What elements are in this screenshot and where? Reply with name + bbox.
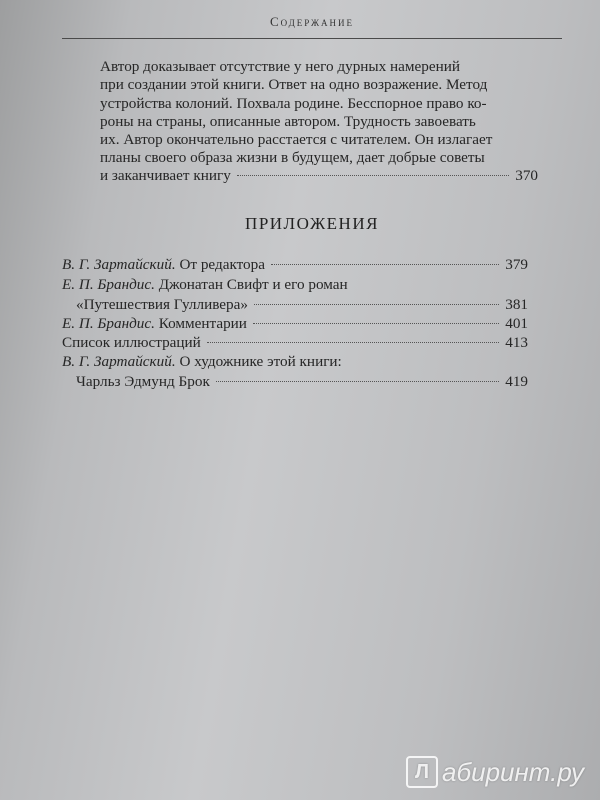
- toc-entry[interactable]: [62, 276, 528, 315]
- toc-title-cont: «Путешествия Гулливера»: [76, 295, 248, 313]
- toc-title: Комментарии: [158, 315, 247, 332]
- toc-title: Джонатан Свифт и его роман: [158, 276, 348, 293]
- summary-line: планы своего образа жизни в будущем, дает добрые советы: [100, 149, 485, 167]
- summary-last-line: [100, 167, 538, 185]
- summary-line: при создании этой книги. Ответ на одно возражение. Метод: [100, 76, 488, 94]
- watermark-text: абиринт.ру: [442, 756, 584, 787]
- toc-title: О художнике этой книги:: [179, 353, 342, 370]
- page-number: 379: [505, 256, 528, 273]
- toc-entry[interactable]: [62, 353, 528, 392]
- dot-leader: [254, 304, 499, 305]
- summary-line: их. Автор окончательно расстается с читателем. Он излагает: [100, 131, 493, 149]
- page-number: 401: [505, 315, 528, 332]
- chapter-summary: [100, 58, 520, 168]
- summary-last-text: и заканчивает книгу: [100, 167, 231, 184]
- dot-leader: [207, 342, 499, 343]
- page-number: 381: [505, 295, 528, 313]
- toc-title: Список иллюстраций: [62, 334, 201, 351]
- toc-author: Е. П. Брандис.: [62, 315, 155, 332]
- toc-entry[interactable]: [62, 315, 528, 335]
- dot-leader: [253, 323, 499, 324]
- summary-line: роны на страны, описанные автором. Трудность завоевать: [100, 112, 476, 130]
- summary-line: устройства колоний. Похвала родине. Бесспорное право ко-: [100, 94, 487, 112]
- labirint-watermark: [406, 756, 584, 788]
- dot-leader: [216, 381, 499, 382]
- toc-author: В. Г. Зартайский.: [62, 353, 176, 370]
- toc-title: От редактора: [179, 256, 265, 273]
- toc-entry[interactable]: [62, 256, 528, 276]
- running-header: Содержание: [269, 14, 355, 29]
- page-number: 419: [505, 372, 528, 390]
- appendices-heading: ПРИЛОЖЕНИЯ: [245, 214, 379, 233]
- header-rule: [62, 38, 562, 39]
- dot-leader: [237, 175, 509, 176]
- toc-title-cont: Чарльз Эдмунд Брок: [76, 372, 210, 390]
- page-number: 370: [515, 167, 538, 184]
- toc-entry[interactable]: [62, 334, 528, 354]
- toc-author: В. Г. Зартайский.: [62, 256, 176, 273]
- toc-author: Е. П. Брандис.: [62, 276, 155, 293]
- page-number: 413: [505, 334, 528, 351]
- labirint-logo-icon: Л: [406, 756, 438, 788]
- dot-leader: [271, 264, 499, 265]
- summary-line: Автор доказывает отсутствие у него дурных намерений: [100, 58, 460, 75]
